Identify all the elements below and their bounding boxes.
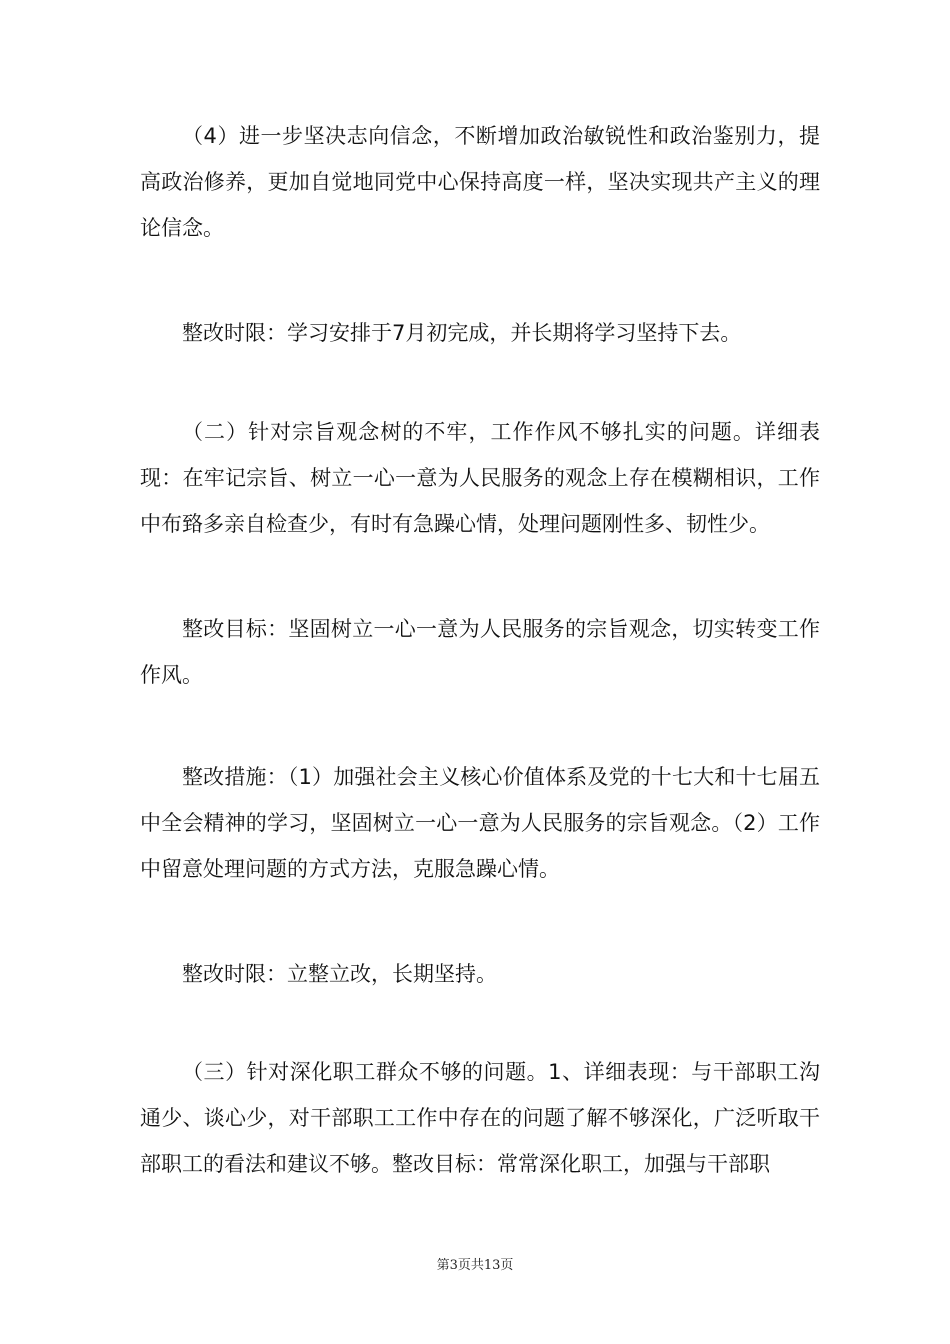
page-number-footer: 第3页共13页 <box>436 1258 514 1273</box>
paragraph-purpose-concept: （二）针对宗旨观念树的不牢，工作作风不够扎实的问题。详细表现：在牢记宗旨、树立一心一意为人民服务的观念上存在模糊相识，工作中布臵多亲自检查少，有时有急躁心情，处理问题刚性多、韧性少。 <box>140 420 820 536</box>
paragraph-ideal-belief: （4）进一步坚决志向信念，不断增加政治敏锐性和政治鉴别力，提高政治修养，更加自觉地同党中心保持高度一样，坚决实现共产主义的理论信念。 <box>140 124 820 240</box>
paragraph-rectification-measures: 整改措施：（1）加强社会主义核心价值体系及党的十七大和十七届五中全会精神的学习，坚固树立一心一意为人民服务的宗旨观念。（2）工作中留意处理问题的方式方法，克服急躁心情。 <box>140 765 820 881</box>
paragraph-worker-contact: （三）针对深化职工群众不够的问题。1、详细表现：与干部职工沟通少、谈心少，对干部职工工作中存在的问题了解不够深化，广泛听取干部职工的看法和建议不够。整改目标：常常深化职工，加强与干部职 <box>140 1060 820 1176</box>
paragraph-study-deadline: 整改时限：学习安排于7月初完成，并长期将学习坚持下去。 <box>182 321 742 345</box>
paragraph-rectification-deadline: 整改时限：立整立改，长期坚持。 <box>182 962 497 986</box>
paragraph-rectification-goal: 整改目标：坚固树立一心一意为人民服务的宗旨观念，切实转变工作作风。 <box>140 617 820 687</box>
